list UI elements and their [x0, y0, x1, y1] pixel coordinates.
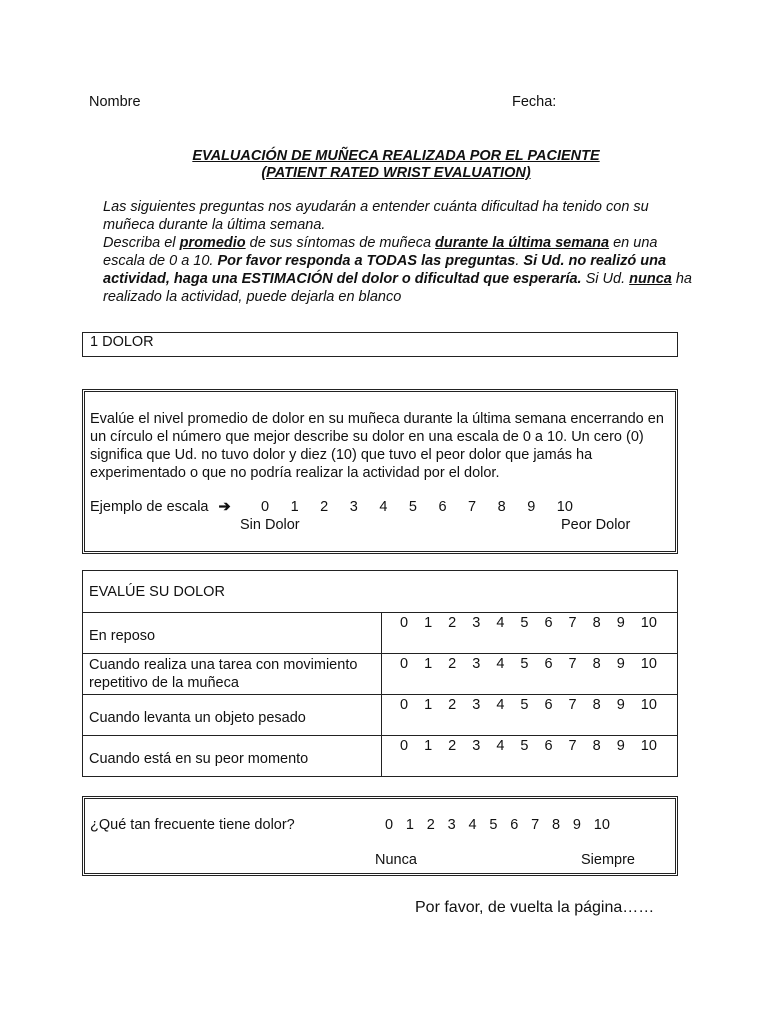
scale-number-8[interactable]: 8 [497, 499, 506, 515]
scale-number-5[interactable]: 5 [520, 697, 529, 713]
intro-s5: en una escala de 0 a 10. [103, 235, 658, 269]
scale-number-8[interactable]: 8 [552, 817, 561, 833]
scale-number-3[interactable]: 3 [447, 817, 456, 833]
table-row [83, 654, 678, 695]
row-label: Cuando realiza una tarea con movimiento repetitivo de la muñeca [83, 654, 382, 695]
rating-cell[interactable] [382, 736, 678, 777]
instructions-box [82, 389, 678, 554]
scale-number-9[interactable]: 9 [572, 817, 581, 833]
scale-number-2[interactable]: 2 [448, 656, 457, 672]
scale-number-5[interactable]: 5 [520, 615, 529, 631]
scale-number-7[interactable]: 7 [568, 656, 577, 672]
scale-number-6[interactable]: 6 [438, 499, 447, 515]
scale-number-0[interactable]: 0 [261, 499, 270, 515]
row-label: Cuando está en su peor momento [83, 736, 382, 777]
scale-number-3[interactable]: 3 [472, 697, 481, 713]
scale-number-9[interactable]: 9 [616, 697, 625, 713]
row-label: En reposo [83, 613, 382, 654]
rating-cell[interactable] [382, 654, 678, 695]
date-label: Fecha: [512, 94, 557, 110]
example-scale-label [90, 499, 231, 515]
intro-s1: Describa el [103, 235, 180, 251]
scale-number-4[interactable]: 4 [468, 817, 477, 833]
form-title: EVALUACIÓN DE MUÑECA REALIZADA POR EL PACIENTE [192, 148, 600, 164]
scale-number-0[interactable]: 0 [400, 615, 409, 631]
section-dolor-header [82, 332, 678, 357]
scale-number-0[interactable]: 0 [400, 697, 409, 713]
scale-number-8[interactable]: 8 [592, 738, 601, 754]
scale-number-9[interactable]: 9 [616, 656, 625, 672]
frequency-scale[interactable] [385, 817, 610, 833]
scale-number-4[interactable]: 4 [496, 738, 505, 754]
turn-page-note: Por favor, de vuelta la página…… [415, 899, 655, 916]
scale-number-0[interactable]: 0 [400, 738, 409, 754]
scale-number-9[interactable]: 9 [616, 738, 625, 754]
scale-number-5[interactable]: 5 [489, 817, 498, 833]
scale-number-1[interactable]: 1 [424, 738, 433, 754]
scale-number-3[interactable]: 3 [472, 738, 481, 754]
scale-number-8[interactable]: 8 [592, 697, 601, 713]
table-row [83, 613, 678, 654]
intro-s8: Si Ud. no realizó una actividad, haga una ESTIMACIÓN del dolor o dificultad que esperaría. [103, 253, 667, 287]
scale-number-8[interactable]: 8 [592, 656, 601, 672]
intro-s10: nunca [629, 271, 672, 287]
table-row [83, 695, 678, 736]
scale-number-6[interactable]: 6 [544, 697, 553, 713]
example-scale-label-text: Ejemplo de escala [90, 499, 209, 515]
scale-number-7[interactable]: 7 [531, 817, 540, 833]
intro-s4: durante la última semana [435, 235, 610, 251]
scale-number-10[interactable]: 10 [593, 817, 610, 833]
scale-number-7[interactable]: 7 [468, 499, 477, 515]
intro-paragraph-2 [103, 234, 703, 306]
intro-paragraph-1: Las siguientes preguntas nos ayudarán a entender cuánta dificultad ha tenido con su muñeca durante la última semana. [103, 199, 649, 233]
frequency-box [82, 796, 678, 876]
section-dolor-title: 1 DOLOR [90, 334, 154, 350]
scale-number-6[interactable]: 6 [544, 738, 553, 754]
frequency-max-label: Siempre [581, 852, 635, 868]
scale-number-7[interactable]: 7 [568, 615, 577, 631]
scale-number-4[interactable]: 4 [496, 697, 505, 713]
scale-number-6[interactable]: 6 [510, 817, 519, 833]
scale-number-6[interactable]: 6 [544, 615, 553, 631]
scale-number-10[interactable]: 10 [640, 697, 657, 713]
scale-number-1[interactable]: 1 [424, 615, 433, 631]
pain-table-header: EVALÚE SU DOLOR [83, 571, 678, 613]
name-label: Nombre [89, 94, 141, 110]
pain-rating-table [82, 570, 678, 777]
scale-number-1[interactable]: 1 [405, 817, 414, 833]
rating-cell[interactable] [382, 613, 678, 654]
scale-number-2[interactable]: 2 [320, 499, 329, 515]
form-subtitle: (PATIENT RATED WRIST EVALUATION) [261, 165, 531, 181]
scale-number-2[interactable]: 2 [448, 697, 457, 713]
scale-number-6[interactable]: 6 [544, 656, 553, 672]
instructions-text: Evalúe el nivel promedio de dolor en su muñeca durante la última semana encerrando en un círculo el número que mejor describe su dolor en una escala de 0 a 10. Un cero (0) significa que Ud. no tuvo dolor y diez (10) que tuvo el peor dolor que jamás ha experimentado o que no podría realizar la actividad por el dolor. [90, 411, 664, 481]
example-max-label: Peor Dolor [561, 517, 631, 533]
scale-number-9[interactable]: 9 [616, 615, 625, 631]
scale-number-7[interactable]: 7 [568, 738, 577, 754]
scale-number-5[interactable]: 5 [520, 738, 529, 754]
rating-cell[interactable] [382, 695, 678, 736]
scale-number-9[interactable]: 9 [527, 499, 536, 515]
arrow-icon: ➔ [218, 499, 231, 515]
scale-number-10[interactable]: 10 [640, 615, 657, 631]
scale-number-10[interactable]: 10 [556, 499, 573, 515]
scale-number-8[interactable]: 8 [592, 615, 601, 631]
scale-number-2[interactable]: 2 [426, 817, 435, 833]
row-label: Cuando levanta un objeto pesado [83, 695, 382, 736]
intro-s6: Por favor responda a TODAS las preguntas [217, 253, 516, 269]
intro-s7: . [515, 253, 524, 269]
scale-number-2[interactable]: 2 [448, 738, 457, 754]
scale-number-10[interactable]: 10 [640, 738, 657, 754]
scale-number-0[interactable]: 0 [400, 656, 409, 672]
scale-number-3[interactable]: 3 [349, 499, 358, 515]
scale-number-7[interactable]: 7 [568, 697, 577, 713]
scale-number-5[interactable]: 5 [520, 656, 529, 672]
frequency-question: ¿Qué tan frecuente tiene dolor? [90, 817, 295, 833]
example-scale [261, 499, 573, 515]
scale-number-4[interactable]: 4 [496, 615, 505, 631]
scale-number-2[interactable]: 2 [448, 615, 457, 631]
intro-s9: Si Ud. [581, 271, 630, 287]
frequency-min-label: Nunca [375, 852, 417, 868]
table-row [83, 736, 678, 777]
scale-number-1[interactable]: 1 [290, 499, 299, 515]
scale-number-10[interactable]: 10 [640, 656, 657, 672]
scale-number-0[interactable]: 0 [385, 817, 394, 833]
scale-number-5[interactable]: 5 [408, 499, 417, 515]
intro-s2: promedio [179, 235, 246, 251]
intro-text [103, 198, 703, 306]
scale-number-1[interactable]: 1 [424, 697, 433, 713]
scale-number-1[interactable]: 1 [424, 656, 433, 672]
scale-number-4[interactable]: 4 [379, 499, 388, 515]
example-min-label: Sin Dolor [240, 517, 300, 533]
scale-number-3[interactable]: 3 [472, 615, 481, 631]
intro-s11: ha realizado la actividad, puede dejarla en blanco [103, 271, 693, 305]
intro-s3: de sus síntomas de muñeca [245, 235, 436, 251]
scale-number-3[interactable]: 3 [472, 656, 481, 672]
scale-number-4[interactable]: 4 [496, 656, 505, 672]
